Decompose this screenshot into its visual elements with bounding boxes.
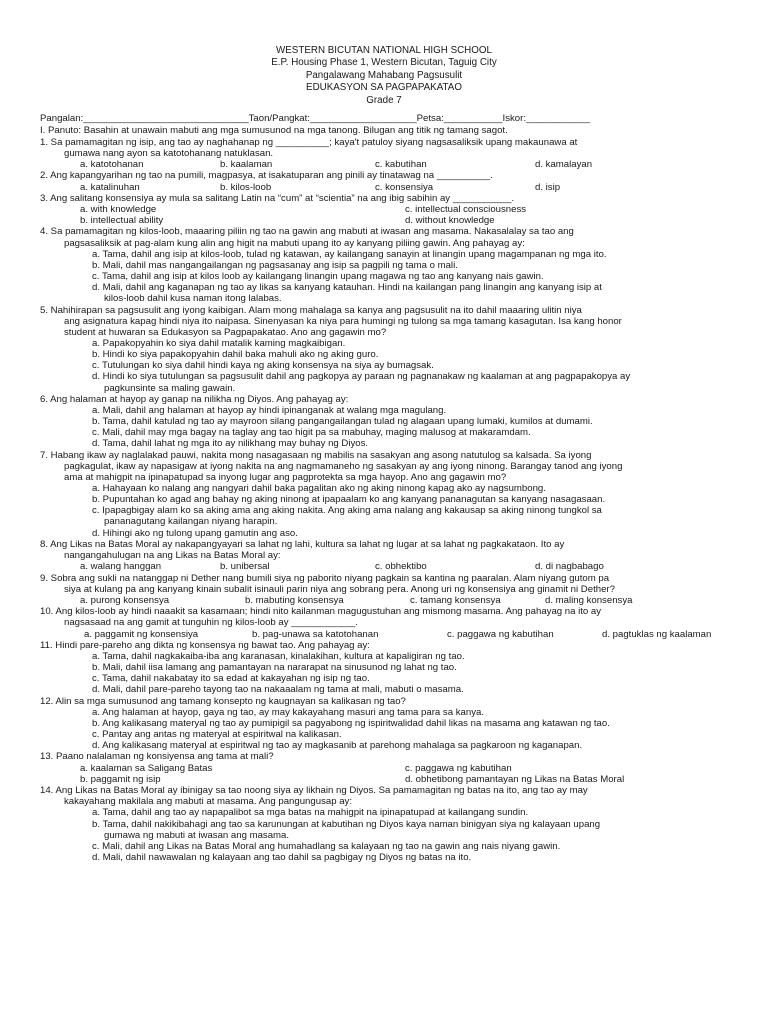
answer-option[interactable]: d. Hindi ko siya tutulungan sa pagsusulit dahil ang pagkopya ay paraan ng pagnanakaw ng kaalaman at ang pagpapakopya ay — [92, 371, 631, 383]
answer-options — [40, 629, 728, 640]
question-4 — [40, 226, 728, 304]
answer-option[interactable]: d. Mali, dahil pare-pareho tayong tao na nakaaalam ng tama at mali, mabuti o masama. — [92, 684, 464, 696]
answer-option[interactable]: d. maling konsensya — [545, 594, 633, 606]
answer-options — [40, 807, 728, 862]
answer-option[interactable]: d. Mali, dahil ang kaganapan ng tao ay likas sa kanyang katauhan. Hindi na kailangan pang linangin ang kanyang isip at — [92, 282, 602, 294]
answer-option[interactable]: a. kaalaman sa Saligang Batas — [80, 762, 213, 774]
question-8 — [40, 539, 728, 573]
answer-option[interactable]: a. Tama, dahil ang tao ay napapalibot sa mga batas na mahigpit na ipinapatupad at kailangang sundin. — [92, 807, 529, 819]
question-text: ang asignatura kapag hindi niya ito naipasa. Sinenyasan ka niya para humingi ng tulong sa mga tamang kasagutan. Isa kang honor — [64, 315, 622, 327]
question-text: student at huwaran sa Edukasyon sa Pagpapakatao. Ano ang gagawin mo? — [64, 326, 387, 338]
answer-option[interactable]: d. isip — [535, 181, 561, 193]
question-text: nagsasaad na ang gamit at tunguhin ng kilos-loob ay ____________. — [64, 617, 358, 629]
student-info-line: Pangalan:_______________________________Taon/Pangkat:____________________Petsa:___________Iskor:____________ — [40, 113, 591, 125]
question-6 — [40, 394, 728, 450]
answer-option[interactable]: c. paggawa ng kabutihan — [405, 762, 512, 774]
answer-options — [40, 483, 728, 538]
answer-options — [40, 182, 728, 193]
answer-option[interactable]: b. Mali, dahil iisa lamang ang pamantayan na nararapat na sinusunod ng lahat ng tao. — [92, 662, 457, 674]
answer-option[interactable]: c. intellectual consciousness — [405, 204, 527, 216]
answer-options — [40, 249, 728, 304]
answer-option[interactable]: b. Ang kalikasang materyal ng tao ay pumipigil sa pagyabong ng ispiritwalidad dahil likas na masama ang katawan ng tao. — [92, 717, 610, 729]
question-13 — [40, 751, 728, 784]
question-10 — [40, 606, 728, 640]
answer-option[interactable]: d. pagtuklas ng kaalaman — [602, 628, 712, 640]
question-text: nangangahulugan na ang Likas na Batas Moral ay: — [64, 550, 281, 562]
answer-option[interactable]: d. Ang kalikasang materyal at espiritwal ng tao ay magkasanib at parehong mahalaga sa pagkaroon ng kaganapan. — [92, 740, 583, 752]
answer-option[interactable]: a. with knowledge — [80, 204, 157, 216]
answer-option[interactable]: pananagutang kailangan niyang harapin. — [104, 516, 278, 528]
question-12 — [40, 696, 728, 752]
answer-option[interactable]: b. Tama, dahil nakikibahagi ang tao sa karunungan at kabutihan ng Diyos kaya naman binigyan siya ng kalayaan upang — [92, 818, 601, 830]
answer-options — [40, 338, 728, 393]
answer-option[interactable]: a. paggamit ng konsensiya — [84, 628, 199, 640]
answer-option[interactable]: d. without knowledge — [405, 215, 495, 227]
answer-option[interactable]: b. kilos-loob — [220, 181, 272, 193]
answer-option[interactable]: a. Mali, dahil ang halaman at hayop ay hindi ipinanganak at walang mga magulang. — [92, 405, 447, 416]
answer-option[interactable]: c. Tama, dahil nakabatay ito sa edad at kakayahan ng isip ng tao. — [92, 673, 370, 685]
answer-option[interactable]: c. konsensiya — [375, 181, 434, 193]
answer-option[interactable]: b. kaalaman — [220, 159, 273, 171]
answer-options — [40, 651, 728, 695]
answer-option[interactable]: d. Hihingi ako ng tulong upang gamutin ang aso. — [92, 527, 298, 539]
question-text: 14. Ang Likas na Batas Moral ay ibinigay sa tao noong siya ay likhain ng Diyos. Sa pamamagitan ng batas na ito, ang tao ay may — [40, 785, 588, 796]
answer-options — [40, 595, 728, 606]
answer-option[interactable]: d. obhetibong pamantayan ng Likas na Batas Moral — [405, 773, 625, 785]
exam-title: Pangalawang Mahabang Pagsusulit — [305, 69, 463, 81]
question-2 — [40, 170, 728, 192]
question-text: ama at mahigpit na ipinapatupad sa inyong lugar ang pagprotekta sa mga hayop. Ano ang gagawin mo? — [64, 471, 507, 483]
answer-option[interactable]: d. kamalayan — [535, 159, 593, 171]
answer-option[interactable]: a. katotohanan — [80, 159, 144, 171]
answer-option[interactable]: a. Hahayaan ko nalang ang nangyari dahil baka pagalitan ako ng aking ninong kapag ako ay nagsumbong. — [92, 483, 546, 495]
answer-option[interactable]: a. purong konsensya — [80, 594, 170, 606]
answer-option[interactable]: b. Pupuntahan ko agad ang bahay ng aking ninong at ipapaalam ko ang kanyang pananagutan sa kanyang nasagasaan. — [92, 494, 606, 506]
answer-option[interactable]: pagkunsinte sa maling gawain. — [104, 382, 236, 394]
question-9 — [40, 573, 728, 607]
answer-option[interactable]: b. Tama, dahil katulad ng tao ay mayroon silang pangangailangan tulad ng alagaan upang lumaki, kumilos at dumami. — [92, 416, 593, 428]
question-text: gumawa nang ayon sa katotohanang natuklasan. — [64, 147, 274, 159]
answer-option[interactable]: c. paggawa ng kabutihan — [447, 628, 554, 640]
answer-option[interactable]: d. Tama, dahil lahat ng mga ito ay nilikhang may buhay ng Diyos. — [92, 438, 369, 450]
question-text: 10. Ang kilos-loob ay hindi naaakit sa kasamaan; hindi nito kailanman magugustuhan ang mismong masama. Ang pahayag na ito ay — [40, 606, 602, 618]
answer-option[interactable]: d. di nagbabago — [535, 561, 604, 573]
subject-title: EDUKASYON SA PAGPAPAKATAO — [306, 82, 462, 94]
question-text: kakayahang makilala ang mabuti at masama. Ang pangungusap ay: — [64, 796, 352, 808]
answer-option[interactable]: c. Mali, dahil ang Likas na Batas Moral ang humahadlang sa kalayaan ng tao na gawin ang nais niyang gawin. — [92, 840, 561, 852]
question-5 — [40, 305, 728, 394]
question-text: 3. Ang salitang konsensiya ay mula sa salitang Latin na “cum” at “scientia” na ang ibig sabihin ay ___________. — [40, 192, 515, 204]
answer-option[interactable]: b. unibersal — [220, 561, 270, 573]
question-text: pagsasaliksik at pag-alam kung alin ang higit na mabuti upang ito ay kanyang piliing gawin. Ang pahayag ay: — [64, 237, 525, 249]
question-14 — [40, 785, 728, 863]
answer-option[interactable]: a. walang hanggan — [80, 561, 162, 573]
answer-option[interactable]: c. Mali, dahil may mga bagay na taglay ang tao higit pa sa mabuhay, maging malusog at makaramdam. — [92, 427, 531, 439]
answer-option[interactable]: a. Tama, dahil ang isip at kilos-loob, tulad ng katawan, ay kailangang sanayin at linangin upang magampanan ng mga ito. — [92, 248, 607, 260]
question-7 — [40, 450, 728, 539]
school-name: WESTERN BICUTAN NATIONAL HIGH SCHOOL — [276, 45, 492, 56]
answer-option[interactable]: a. Ang halaman at hayop, gaya ng tao, ay may kakayahang masuri ang tama para sa kanya. — [92, 706, 484, 718]
question-text: 7. Habang ikaw ay naglalakad pauwi, nakita mong nasagasaan ng mabilis na sasakyan ang asong natutulog sa kalsada. Sa iyong — [40, 449, 592, 461]
document-header — [40, 45, 728, 107]
answer-option[interactable]: a. Papakopyahin ko siya dahil matalik kaming magkaibigan. — [92, 338, 346, 350]
question-1 — [40, 137, 728, 171]
question-list — [40, 137, 728, 863]
answer-option[interactable]: c. Pantay ang antas ng materyal at espiritwal na kalikasan. — [92, 729, 342, 741]
answer-option[interactable]: c. kabutihan — [375, 159, 427, 171]
answer-option[interactable]: c. Tutulungan ko siya dahil hindi kaya ng aking konsensya na siya ay bumagsak. — [92, 360, 434, 372]
answer-option[interactable]: b. Mali, dahil mas nangangailangan ng pagsasanay ang isip sa pagpili ng tama o mali. — [92, 259, 458, 271]
school-address: E.P. Housing Phase 1, Western Bicutan, Taguig City — [271, 57, 497, 69]
question-text: 12. Alin sa mga sumusunod ang tamang konsepto ng kaugnayan sa kalikasan ng tao? — [40, 695, 406, 707]
answer-option[interactable]: b. mabuting konsensya — [245, 594, 344, 606]
answer-options — [40, 159, 728, 170]
question-text: 9. Sobra ang sukli na natanggap ni Dether nang bumili siya ng paborito niyang pagkain sa kantina ng paaralan. Alam niyang gutom pa — [40, 572, 610, 584]
question-text: 5. Nahihirapan sa pagsusulit ang iyong kaibigan. Alam mong mahalaga sa kanya ang pagsusulit na ito dahil maaaring ulitin niya — [40, 304, 582, 316]
answer-option[interactable]: b. pag-unawa sa katotohanan — [252, 628, 379, 640]
answer-options — [40, 707, 728, 751]
question-text: 6. Ang halaman at hayop ay ganap na nilikha ng Diyos. Ang pahayag ay: — [40, 393, 349, 405]
question-3 — [40, 193, 728, 226]
answer-option[interactable]: d. Mali, dahil nawawalan ng kalayaan ang tao dahil sa pagbigay ng Diyos ng batas na ito. — [92, 851, 472, 863]
answer-option[interactable]: kilos-loob dahil kusa naman itong lalabas. — [104, 293, 282, 305]
question-text: 13. Paano nalalaman ng konsiyensa ang tama at mali? — [40, 751, 274, 763]
question-text: 2. Ang kapangyarihan ng tao na pumili, magpasya, at isakatuparan ang pinili ay tinatawag na __________. — [40, 170, 493, 182]
question-text: 11. Hindi pare-pareho ang dikta ng konsensya ng bawat tao. Ang pahayag ay: — [40, 639, 370, 651]
answer-option[interactable]: c. tamang konsensya — [410, 594, 501, 606]
question-text: 4. Sa pamamagitan ng kilos-loob, maaaring piliin ng tao na gawin ang mabuti at iwasan ang masama. Nakasalalay sa tao ang — [40, 226, 574, 238]
answer-options — [40, 405, 728, 449]
answer-option[interactable]: b. Hindi ko siya papakopyahin dahil baka mahuli ako ng aking guro. — [92, 349, 379, 361]
answer-options — [40, 763, 728, 785]
answer-option[interactable]: c. Tama, dahil ang isip at kilos loob ay kailangang linangin upang magawa ng tao ang kanyang nais gawin. — [92, 271, 544, 283]
answer-option[interactable]: c. obhektibo — [375, 561, 427, 573]
question-text: pagkagulat, ikaw ay napasigaw at iyong nakita na ang nagmamaneho ng sasakyan ay ang iyong ninong. Barangay tanod ang iyong — [64, 460, 623, 472]
answer-option[interactable]: b. intellectual ability — [80, 215, 164, 227]
answer-option[interactable]: a. katalinuhan — [80, 181, 140, 193]
answer-option[interactable]: a. Tama, dahil nagkakaiba-iba ang karanasan, kinalakihan, kultura at kapaligiran ng tao. — [92, 651, 465, 663]
grade-level: Grade 7 — [366, 94, 402, 106]
question-text: 1. Sa pamamagitan ng isip, ang tao ay naghahanap ng __________; kaya't patuloy siyang nagsasaliksik upang makaunawa at — [40, 136, 578, 148]
answer-options — [40, 204, 728, 226]
question-11 — [40, 640, 728, 696]
question-text: siya at kulang pa ang kanyang kinain subalit isinauli parin niya ang sobrang pera. Anong uri ng konsensiya ang ginamit ni Dether? — [64, 583, 615, 595]
answer-option[interactable]: b. paggamit ng isip — [80, 773, 161, 785]
answer-option[interactable]: c. Ipapagbigay alam ko sa aking ama ang aking nakita. Ang aking ama nalang ang kakausap sa aking ninong tungkol sa — [92, 505, 602, 517]
question-text: 8. Ang Likas na Batas Moral ay nakapangyayari sa lahat ng lahi, kultura sa lahat ng lugar at sa lahat ng pagkakataon. Ito ay — [40, 538, 565, 550]
instructions: I. Panuto: Basahin at unawain mabuti ang mga sumusunod na mga tanong. Bilugan ang titik ng tamang sagot. — [40, 125, 508, 137]
answer-option[interactable]: gumawa ng mabuti at iwasan ang masama. — [104, 829, 290, 841]
answer-options — [40, 561, 728, 572]
